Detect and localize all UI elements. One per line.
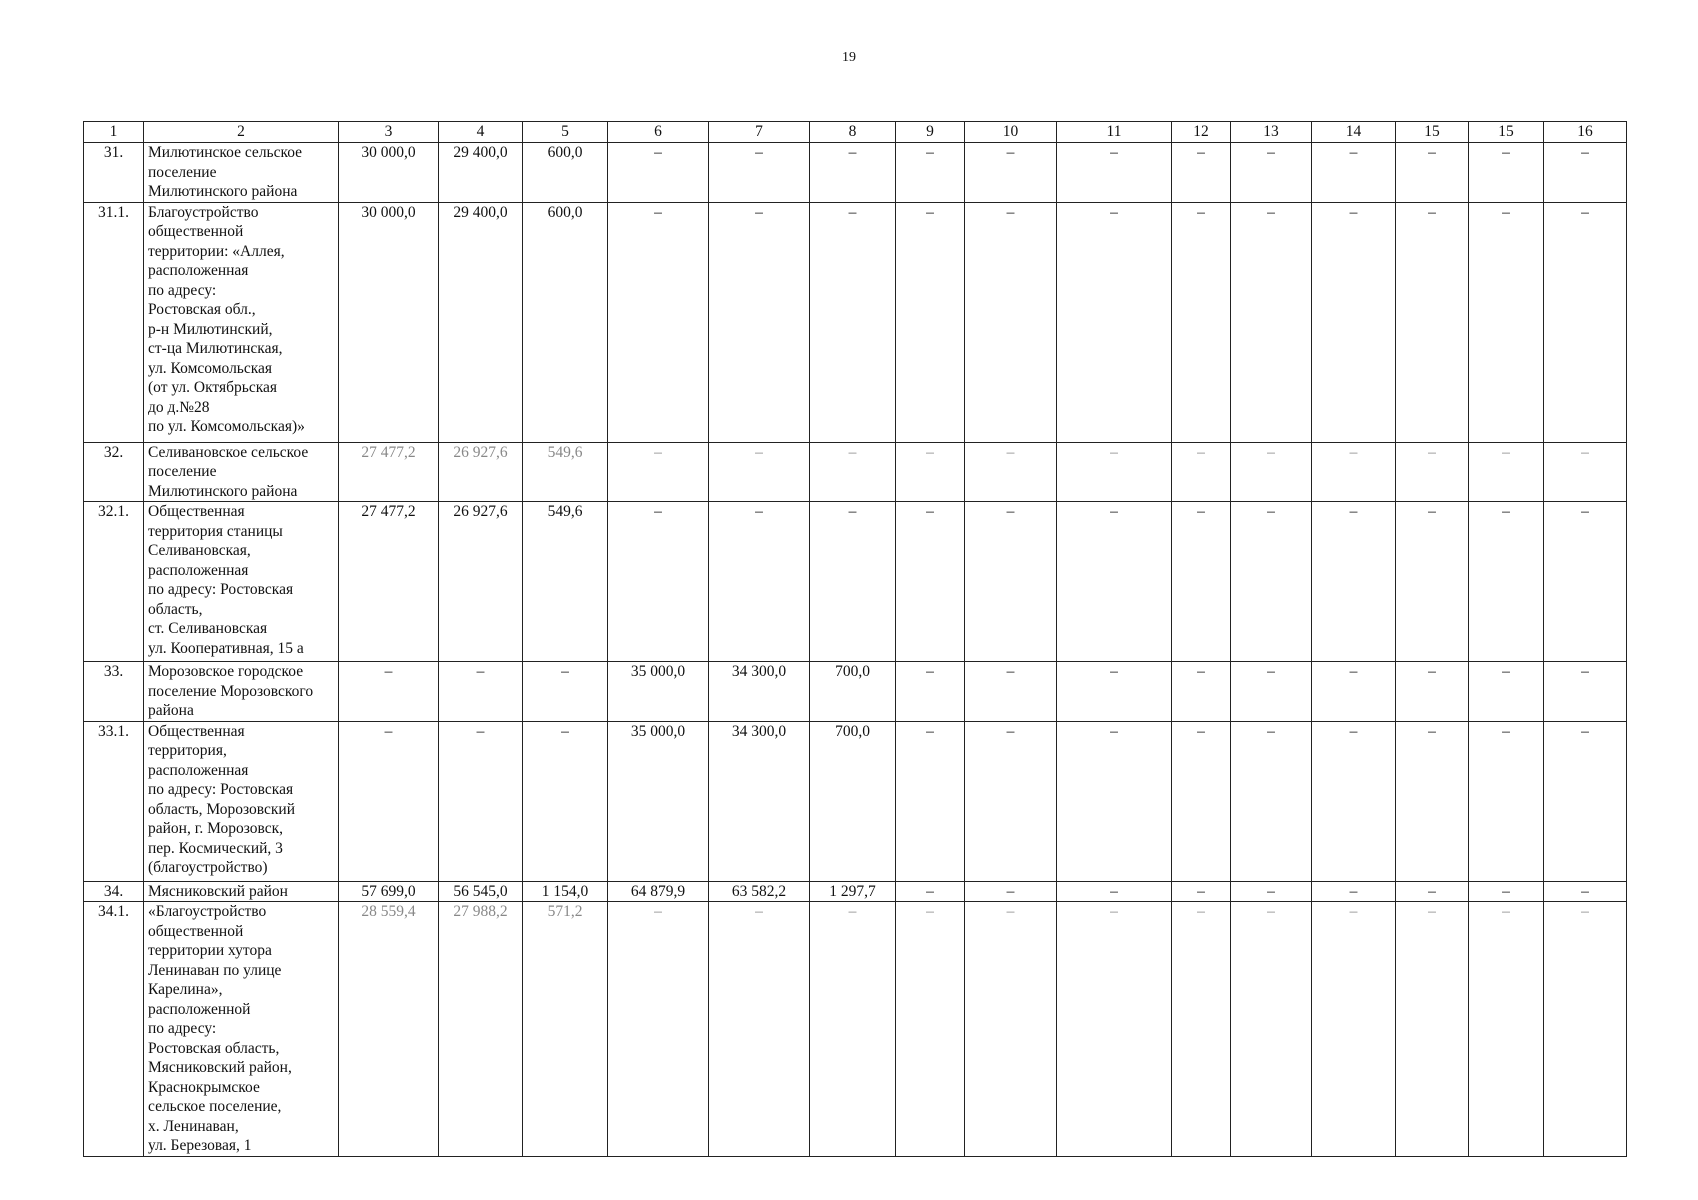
column-header-17: 16 <box>1544 122 1627 143</box>
value-cell-col-17: – <box>1544 881 1627 902</box>
value-cell-col-10: – <box>965 442 1057 502</box>
value-cell-col-9: – <box>896 902 965 1157</box>
table-row <box>84 902 1627 1157</box>
value-cell-col-7: 34 300,0 <box>709 721 810 881</box>
value-cell-col-5: 549,6 <box>523 502 608 662</box>
column-header-6: 6 <box>608 122 709 143</box>
value-cell-col-14: – <box>1312 881 1396 902</box>
value-cell-col-13: – <box>1231 442 1312 502</box>
value-cell-col-13: – <box>1231 902 1312 1157</box>
value-cell-col-6: – <box>608 502 709 662</box>
value-cell-col-11: – <box>1057 662 1172 722</box>
value-cell-col-5: – <box>523 662 608 722</box>
value-cell-col-3: 27 477,2 <box>339 442 439 502</box>
value-cell-col-16: – <box>1469 881 1544 902</box>
value-cell-col-9: – <box>896 721 965 881</box>
value-cell-col-3: 30 000,0 <box>339 202 439 442</box>
table-row <box>84 721 1627 881</box>
value-cell-col-14: – <box>1312 442 1396 502</box>
value-cell-col-8: 700,0 <box>810 721 896 881</box>
table-row <box>84 502 1627 662</box>
column-header-3: 3 <box>339 122 439 143</box>
value-cell-col-4: – <box>439 721 523 881</box>
row-number: 34. <box>84 881 144 902</box>
value-cell-col-7: – <box>709 902 810 1157</box>
value-cell-col-5: – <box>523 721 608 881</box>
value-cell-col-5: 600,0 <box>523 202 608 442</box>
value-cell-col-4: 26 927,6 <box>439 502 523 662</box>
value-cell-col-3: 30 000,0 <box>339 143 439 203</box>
value-cell-col-7: – <box>709 202 810 442</box>
value-cell-col-11: – <box>1057 202 1172 442</box>
row-name: Общественная территория, расположенная по адресу: Ростовская область, Морозовский район, г. Морозовск, пер. Космический, 3 (благоустройство) <box>144 721 339 881</box>
value-cell-col-12: – <box>1172 881 1231 902</box>
value-cell-col-10: – <box>965 881 1057 902</box>
value-cell-col-17: – <box>1544 721 1627 881</box>
value-cell-col-10: – <box>965 721 1057 881</box>
value-cell-col-17: – <box>1544 902 1627 1157</box>
row-name: Морозовское городское поселение Морозовского района <box>144 662 339 722</box>
value-cell-col-16: – <box>1469 902 1544 1157</box>
value-cell-col-13: – <box>1231 881 1312 902</box>
value-cell-col-14: – <box>1312 143 1396 203</box>
column-header-4: 4 <box>439 122 523 143</box>
value-cell-col-11: – <box>1057 881 1172 902</box>
value-cell-col-7: – <box>709 442 810 502</box>
value-cell-col-4: 29 400,0 <box>439 143 523 203</box>
value-cell-col-15: – <box>1396 502 1469 662</box>
value-cell-col-4: – <box>439 662 523 722</box>
row-name: «Благоустройство общественной территории хутора Ленинаван по улице Карелина», расположенной по адресу: Ростовская область, Мясниковский район, Краснокрымское сельское поселение, х. Ленинаван, ул. Березовая, 1 <box>144 902 339 1157</box>
column-header-1: 1 <box>84 122 144 143</box>
row-number: 32.1. <box>84 502 144 662</box>
value-cell-col-12: – <box>1172 721 1231 881</box>
value-cell-col-12: – <box>1172 502 1231 662</box>
value-cell-col-8: – <box>810 143 896 203</box>
value-cell-col-9: – <box>896 662 965 722</box>
column-header-5: 5 <box>523 122 608 143</box>
column-header-14: 14 <box>1312 122 1396 143</box>
value-cell-col-6: 35 000,0 <box>608 662 709 722</box>
row-name: Селивановское сельское поселение Милютинского района <box>144 442 339 502</box>
value-cell-col-11: – <box>1057 902 1172 1157</box>
value-cell-col-3: 57 699,0 <box>339 881 439 902</box>
value-cell-col-11: – <box>1057 442 1172 502</box>
value-cell-col-10: – <box>965 202 1057 442</box>
table-row <box>84 662 1627 722</box>
value-cell-col-13: – <box>1231 662 1312 722</box>
value-cell-col-8: – <box>810 442 896 502</box>
value-cell-col-13: – <box>1231 202 1312 442</box>
value-cell-col-15: – <box>1396 662 1469 722</box>
value-cell-col-15: – <box>1396 721 1469 881</box>
column-header-15: 15 <box>1396 122 1469 143</box>
row-number: 33.1. <box>84 721 144 881</box>
value-cell-col-9: – <box>896 881 965 902</box>
value-cell-col-5: 1 154,0 <box>523 881 608 902</box>
value-cell-col-6: 64 879,9 <box>608 881 709 902</box>
value-cell-col-7: – <box>709 143 810 203</box>
value-cell-col-9: – <box>896 143 965 203</box>
value-cell-col-11: – <box>1057 143 1172 203</box>
value-cell-col-16: – <box>1469 662 1544 722</box>
value-cell-col-17: – <box>1544 143 1627 203</box>
value-cell-col-12: – <box>1172 902 1231 1157</box>
value-cell-col-12: – <box>1172 442 1231 502</box>
value-cell-col-3: – <box>339 662 439 722</box>
value-cell-col-14: – <box>1312 662 1396 722</box>
value-cell-col-17: – <box>1544 502 1627 662</box>
value-cell-col-16: – <box>1469 442 1544 502</box>
table-row <box>84 881 1627 902</box>
value-cell-col-13: – <box>1231 502 1312 662</box>
value-cell-col-15: – <box>1396 143 1469 203</box>
value-cell-col-14: – <box>1312 202 1396 442</box>
row-name: Благоустройство общественной территории: «Аллея, расположенная по адресу: Ростовская обл., р-н Милютинский, ст-ца Милютинская, ул. Комсомольская (от ул. Октябрьская до д.№28 по ул. Комсомольская)» <box>144 202 339 442</box>
column-header-8: 8 <box>810 122 896 143</box>
value-cell-col-12: – <box>1172 202 1231 442</box>
value-cell-col-6: – <box>608 143 709 203</box>
value-cell-col-10: – <box>965 502 1057 662</box>
value-cell-col-10: – <box>965 662 1057 722</box>
value-cell-col-5: 571,2 <box>523 902 608 1157</box>
column-header-2: 2 <box>144 122 339 143</box>
value-cell-col-3: 27 477,2 <box>339 502 439 662</box>
value-cell-col-14: – <box>1312 502 1396 662</box>
value-cell-col-9: – <box>896 202 965 442</box>
value-cell-col-10: – <box>965 902 1057 1157</box>
value-cell-col-15: – <box>1396 442 1469 502</box>
value-cell-col-12: – <box>1172 662 1231 722</box>
value-cell-col-15: – <box>1396 202 1469 442</box>
value-cell-col-12: – <box>1172 143 1231 203</box>
value-cell-col-9: – <box>896 502 965 662</box>
value-cell-col-6: 35 000,0 <box>608 721 709 881</box>
value-cell-col-13: – <box>1231 721 1312 881</box>
budget-table <box>83 121 1627 1157</box>
value-cell-col-7: 63 582,2 <box>709 881 810 902</box>
header-row <box>84 122 1627 143</box>
value-cell-col-15: – <box>1396 881 1469 902</box>
value-cell-col-17: – <box>1544 442 1627 502</box>
value-cell-col-8: 1 297,7 <box>810 881 896 902</box>
row-number: 33. <box>84 662 144 722</box>
value-cell-col-14: – <box>1312 902 1396 1157</box>
row-name: Милютинское сельское поселение Милютинского района <box>144 143 339 203</box>
value-cell-col-6: – <box>608 442 709 502</box>
table-row <box>84 442 1627 502</box>
row-number: 34.1. <box>84 902 144 1157</box>
page-number: 19 <box>842 50 856 65</box>
value-cell-col-16: – <box>1469 143 1544 203</box>
value-cell-col-4: 26 927,6 <box>439 442 523 502</box>
column-header-16: 15 <box>1469 122 1544 143</box>
column-header-10: 10 <box>965 122 1057 143</box>
value-cell-col-8: – <box>810 502 896 662</box>
value-cell-col-4: 27 988,2 <box>439 902 523 1157</box>
table-row <box>84 202 1627 442</box>
value-cell-col-10: – <box>965 143 1057 203</box>
row-name: Мясниковский район <box>144 881 339 902</box>
value-cell-col-16: – <box>1469 202 1544 442</box>
row-number: 32. <box>84 442 144 502</box>
value-cell-col-4: 29 400,0 <box>439 202 523 442</box>
column-header-9: 9 <box>896 122 965 143</box>
value-cell-col-6: – <box>608 902 709 1157</box>
value-cell-col-8: – <box>810 902 896 1157</box>
value-cell-col-11: – <box>1057 502 1172 662</box>
column-header-13: 13 <box>1231 122 1312 143</box>
value-cell-col-15: – <box>1396 902 1469 1157</box>
column-header-7: 7 <box>709 122 810 143</box>
value-cell-col-3: 28 559,4 <box>339 902 439 1157</box>
value-cell-col-11: – <box>1057 721 1172 881</box>
value-cell-col-17: – <box>1544 662 1627 722</box>
value-cell-col-16: – <box>1469 502 1544 662</box>
value-cell-col-8: – <box>810 202 896 442</box>
value-cell-col-7: 34 300,0 <box>709 662 810 722</box>
value-cell-col-7: – <box>709 502 810 662</box>
value-cell-col-16: – <box>1469 721 1544 881</box>
value-cell-col-5: 549,6 <box>523 442 608 502</box>
column-header-12: 12 <box>1172 122 1231 143</box>
value-cell-col-5: 600,0 <box>523 143 608 203</box>
value-cell-col-9: – <box>896 442 965 502</box>
value-cell-col-8: 700,0 <box>810 662 896 722</box>
value-cell-col-4: 56 545,0 <box>439 881 523 902</box>
row-number: 31. <box>84 143 144 203</box>
value-cell-col-13: – <box>1231 143 1312 203</box>
value-cell-col-17: – <box>1544 202 1627 442</box>
row-name: Общественная территория станицы Селивановская, расположенная по адресу: Ростовская область, ст. Селивановская ул. Кооперативная, 15 а <box>144 502 339 662</box>
table-row <box>84 143 1627 203</box>
value-cell-col-14: – <box>1312 721 1396 881</box>
value-cell-col-3: – <box>339 721 439 881</box>
value-cell-col-6: – <box>608 202 709 442</box>
column-header-11: 11 <box>1057 122 1172 143</box>
row-number: 31.1. <box>84 202 144 442</box>
